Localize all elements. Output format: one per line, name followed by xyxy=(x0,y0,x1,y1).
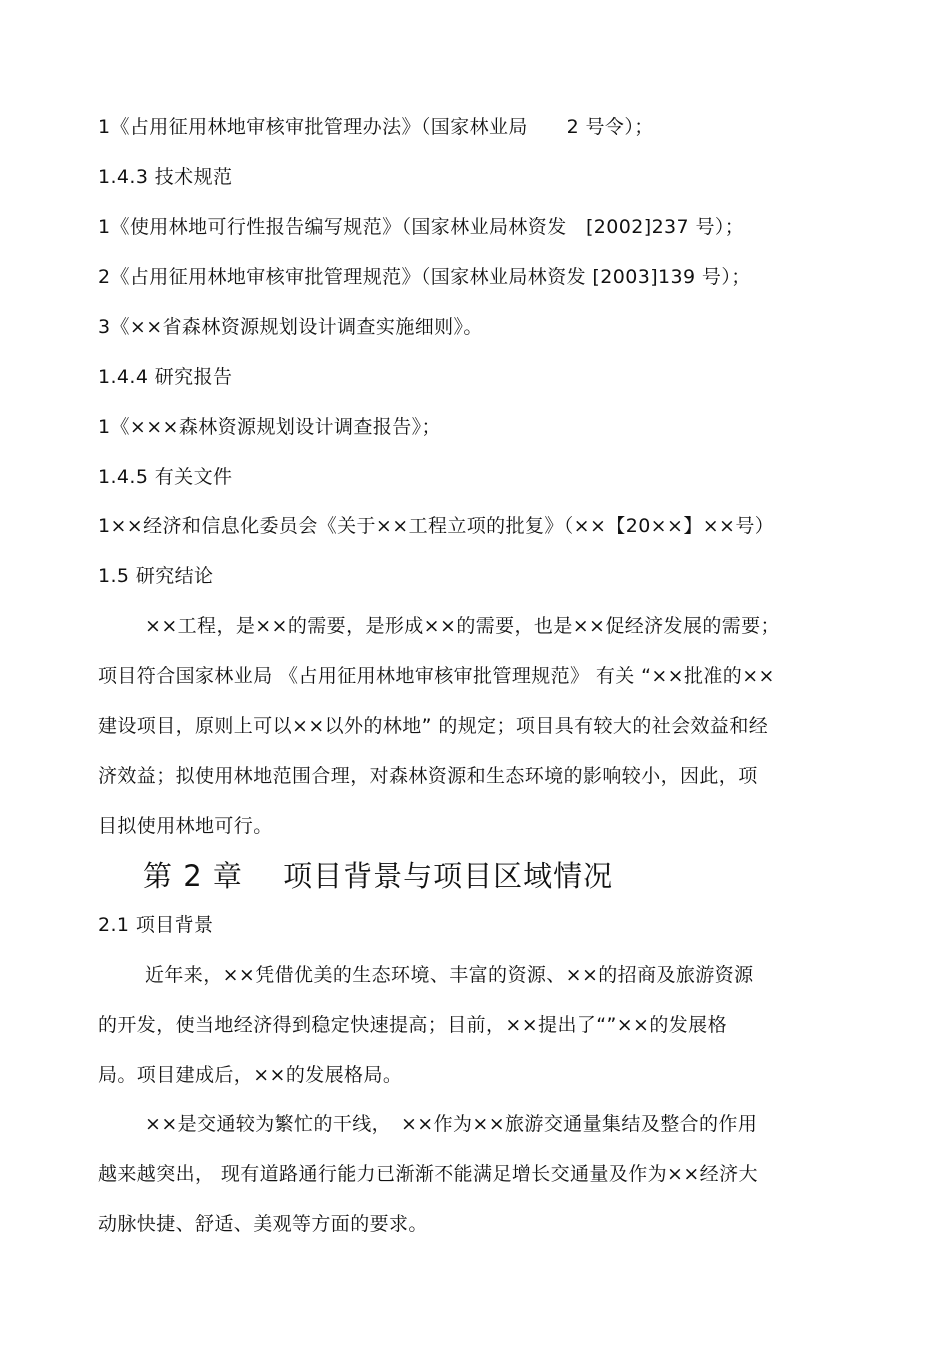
line-7: 1《×××森林资源规划设计调查报告》； xyxy=(98,416,441,438)
chapter-title: 第 2 章 项目背景与项目区域情况 xyxy=(143,859,614,893)
line-5: 3《××省森林资源规划设计调查实施细则》。 xyxy=(98,316,483,338)
paragraph2-line-2: 的开发，使当地经济得到稳定快速提高；目前，××提出了“”××的发展格 xyxy=(98,1014,727,1036)
paragraph-line-5: 目拟使用林地可行。 xyxy=(98,815,273,837)
paragraph3-line-1: ××是交通较为繁忙的干线， ××作为××旅游交通量集结及整合的作用 xyxy=(145,1113,758,1135)
section-1-4-5: 1.4.5 有关文件 xyxy=(98,466,233,488)
line-9: 1××经济和信息化委员会《关于××工程立项的批复》（××【20××】××号） xyxy=(98,515,775,537)
paragraph3-line-3: 动脉快捷、舒适、美观等方面的要求。 xyxy=(98,1213,428,1235)
section-1-4-3: 1.4.3 技术规范 xyxy=(98,166,233,188)
line-3: 1《使用林地可行性报告编写规范》（国家林业局林资发 [2002]237 号）； xyxy=(98,216,745,238)
section-1-5: 1.5 研究结论 xyxy=(98,565,214,587)
paragraph2-line-3: 局。项目建成后，××的发展格局。 xyxy=(98,1064,403,1086)
paragraph-line-2: 项目符合国家林业局 《占用征用林地审核审批管理规范》 有关 “××批准的×× xyxy=(98,665,775,687)
paragraph-line-1: ××工程，是××的需要，是形成××的需要，也是××促经济发展的需要； xyxy=(145,615,780,637)
paragraph-line-3: 建设项目，原则上可以××以外的林地” 的规定；项目具有较大的社会效益和经 xyxy=(98,715,769,737)
section-2-1: 2.1 项目背景 xyxy=(98,914,214,936)
line-4: 2《占用征用林地审核审批管理规范》（国家林业局林资发 [2003]139 号）； xyxy=(98,266,751,288)
paragraph3-line-2: 越来越突出， 现有道路通行能力已渐渐不能满足增长交通量及作为××经济大 xyxy=(98,1163,758,1185)
paragraph2-line-1: 近年来，××凭借优美的生态环境、丰富的资源、××的招商及旅游资源 xyxy=(145,964,754,986)
section-1-4-4: 1.4.4 研究报告 xyxy=(98,366,233,388)
line-1: 1《占用征用林地审核审批管理办法》（国家林业局 2 号令）； xyxy=(98,116,654,138)
paragraph-line-4: 济效益；拟使用林地范围合理，对森林资源和生态环境的影响较小，因此，项 xyxy=(98,765,758,787)
